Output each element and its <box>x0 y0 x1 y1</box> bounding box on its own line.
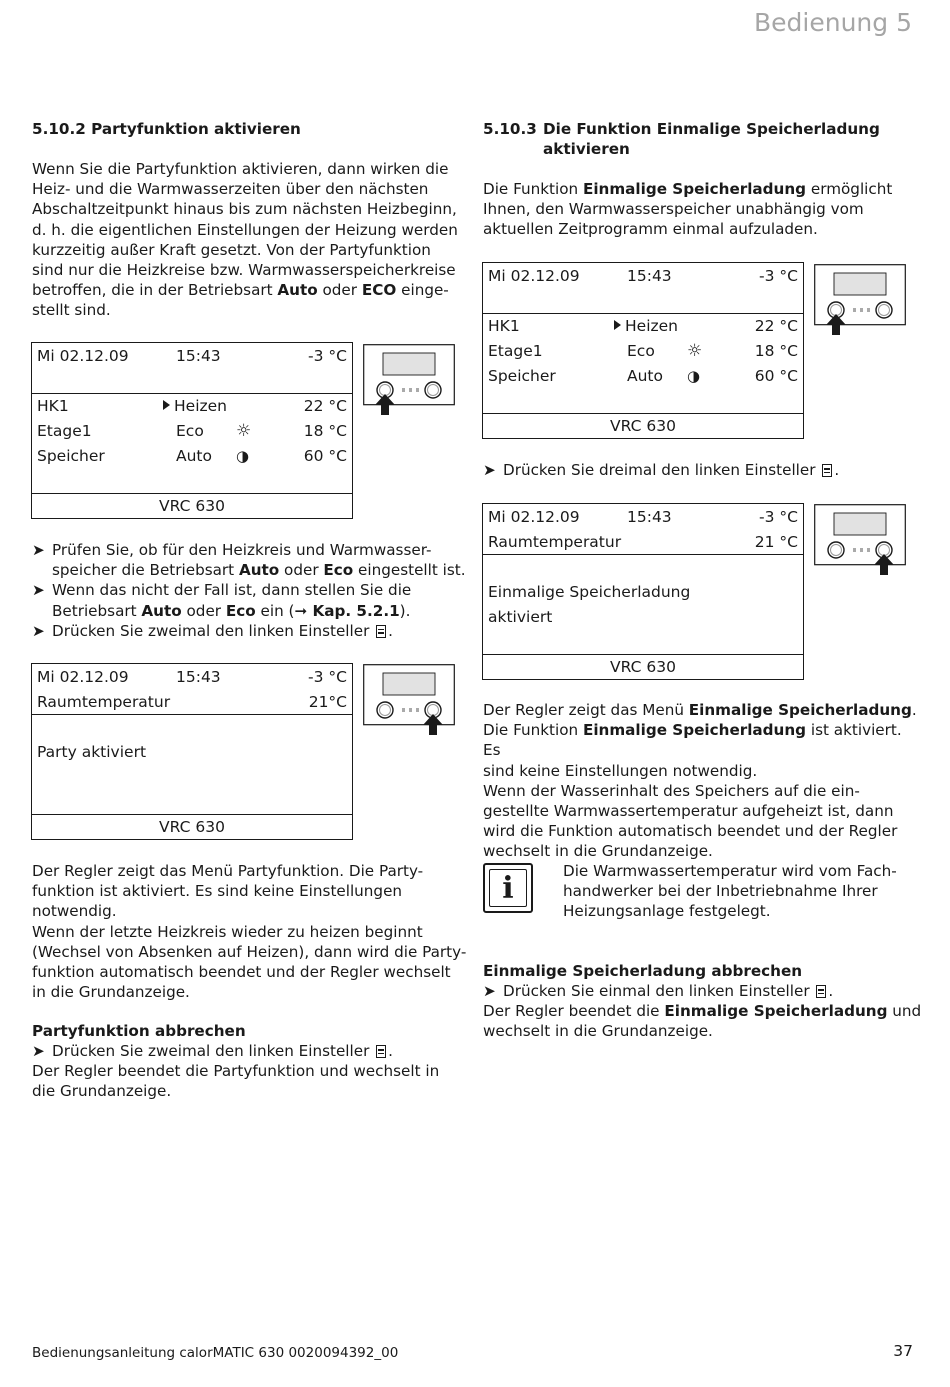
menu-button-icon <box>376 1045 386 1058</box>
lcd-outside-temp: -3 °C <box>308 347 347 365</box>
lcd-message: aktiviert <box>488 608 553 626</box>
text-line: Wenn Sie die Partyfunktion aktivieren, dann wirken die <box>32 160 449 178</box>
speicher-cancel-title: Einmalige Speicherladung abbrechen <box>483 962 803 980</box>
menu-button-icon <box>816 985 826 998</box>
lcd-outside-temp: -3 °C <box>759 508 798 526</box>
arrow-icon: ➤ <box>32 541 45 559</box>
lcd-message: Party aktiviert <box>37 743 147 761</box>
lcd-room-label: Raumtemperatur <box>488 533 622 551</box>
arrow-icon: ➤ <box>32 1042 45 1060</box>
arrow-icon: ➤ <box>483 982 496 1000</box>
party-result-text: Der Regler zeigt das Menü Partyfunktion. Die Party- funktion ist aktiviert. Es sind keine Einstellungen notwendig. Wenn der letzte Heizkreis wieder zu heizen beginnt (Wechsel von Absenken auf Heizen), dann wird die Party- funktion automatisch beendet und der Regler wechselt in die Grundanzeige. <box>32 862 467 1002</box>
info-icon: i <box>483 863 533 913</box>
cursor-triangle-icon <box>163 400 170 410</box>
step-item: ➤ Drücken Sie zweimal den linken Einsteller . <box>32 621 393 640</box>
lcd-model-label: VRC 630 <box>32 493 352 518</box>
lcd-outside-temp: -3 °C <box>759 267 798 285</box>
party-intro <box>32 159 472 321</box>
sun-icon: ☼ <box>236 421 252 441</box>
step-item: ➤ Wenn das nicht der Fall ist, dann stellen Sie die Betriebsart Auto oder Eco ein (➞ Kap. 5.2.1). <box>32 581 412 620</box>
step-item: ➤ Drücken Sie einmal den linken Einsteller . <box>483 982 834 1000</box>
lcd-row: HK1 Heizen 22 °C <box>37 397 347 415</box>
lcd-room-temp: 21°C <box>308 693 347 711</box>
step-item: ➤ Drücken Sie zweimal den linken Einsteller . <box>32 1042 393 1060</box>
lcd-time: 15:43 <box>627 267 672 285</box>
lcd-room-temp: 21 °C <box>754 533 798 551</box>
text-line: d. h. die eigentlichen Einstellungen der Heizung werden <box>32 220 458 239</box>
cursor-triangle-icon <box>614 320 621 330</box>
speicher-cancel-text: ➤ Drücken Sie einmal den linken Einsteller . Der Regler beendet die Einmalige Speicherladung und wechselt in die Grundanzeige. <box>483 982 922 1041</box>
lcd-time: 15:43 <box>176 347 221 365</box>
lcd-row: Speicher Auto ◑ 60 °C <box>37 447 347 465</box>
step-item: ➤ Prüfen Sie, ob für den Heizkreis und Warmwasser- speicher die Betriebsart Auto oder Eco eingestellt ist. <box>32 541 466 580</box>
lcd-time: 15:43 <box>627 508 672 526</box>
lcd-display-speicher <box>482 503 804 680</box>
lcd-time: 15:43 <box>176 668 221 686</box>
lcd-row: HK1 Heizen 22 °C <box>488 317 798 335</box>
info-note: Die Warmwassertemperatur wird vom Fach- handwerker bei der Inbetriebnahme Ihrer Heizungsanlage festgelegt. <box>563 862 897 921</box>
arrow-icon: ➤ <box>32 621 45 640</box>
lcd-row: Speicher Auto ◑ 60 °C <box>488 367 798 385</box>
text-line: sind nur die Heizkreise bzw. Warmwasserspeicherkreise <box>32 261 456 280</box>
half-moon-icon: ◑ <box>236 447 250 465</box>
party-steps <box>32 540 472 641</box>
speicher-result-text: Der Regler zeigt das Menü Einmalige Speicherladung. Die Funktion Einmalige Speicherladung ist aktiviert. Es sind keine Einstellungen notwendig. Wenn der Wasserinhalt des Speichers auf die ein- gestellte Warmwassertemperatur aufgeheizt ist, dann wird die Funktion automatisch beendet und der Regler wechselt in die Grundanzeige. <box>483 701 917 861</box>
menu-button-icon <box>822 464 832 477</box>
controller-device-left-knob-icon <box>363 344 455 416</box>
controller-device-right-knob-icon <box>814 504 906 576</box>
section-title-speicher: Die Funktion Einmalige Speicherladung aktivieren <box>543 120 880 159</box>
text-line: stellt sind. <box>32 301 111 320</box>
text-line: kurzzeitig außer Kraft gesetzt. Von der Partyfunktion <box>32 240 431 259</box>
speicher-step <box>483 460 923 480</box>
chapter-reference-link[interactable]: ➞ Kap. 5.2.1 <box>294 601 400 620</box>
arrow-icon: ➤ <box>32 581 45 600</box>
controller-device-left-knob-icon <box>814 264 906 336</box>
controller-device-right-knob-icon <box>363 664 455 736</box>
lcd-room-label: Raumtemperatur <box>37 693 171 711</box>
section-title-party: 5.10.2 Partyfunktion aktivieren <box>32 120 301 138</box>
chapter-header: Bedienung 5 <box>754 8 912 37</box>
sun-icon: ☼ <box>687 341 703 361</box>
lcd-outside-temp: -3 °C <box>308 668 347 686</box>
section-number-speicher: 5.10.3 <box>483 120 537 138</box>
step-item: ➤ Drücken Sie dreimal den linken Einsteller . <box>483 461 840 479</box>
menu-button-icon <box>376 625 386 638</box>
arrow-icon: ➤ <box>483 461 496 479</box>
page-number: 37 <box>893 1342 913 1360</box>
lcd-date: Mi 02.12.09 <box>488 508 580 526</box>
text-line: Heiz- und die Warmwasserzeiten über den nächsten <box>32 180 429 199</box>
text-line: betroffen, die in der Betriebsart Auto oder ECO einge- <box>32 281 449 300</box>
text-line: Abschaltzeitpunkt hinaus bis zum nächsten Heizbeginn, <box>32 200 457 219</box>
lcd-message: Einmalige Speicherladung <box>488 583 691 601</box>
lcd-model-label: VRC 630 <box>483 413 803 438</box>
lcd-row: Etage1 Eco ☼ 18 °C <box>37 421 347 441</box>
lcd-display-main-right <box>482 262 804 439</box>
lcd-model-label: VRC 630 <box>32 814 352 839</box>
lcd-date: Mi 02.12.09 <box>488 267 580 285</box>
party-cancel-title: Partyfunktion abbrechen <box>32 1022 246 1040</box>
lcd-model-label: VRC 630 <box>483 654 803 679</box>
party-cancel-text: ➤ Drücken Sie zweimal den linken Einsteller . Der Regler beendet die Partyfunktion und wechselt in die Grundanzeige. <box>32 1041 472 1102</box>
half-moon-icon: ◑ <box>687 367 701 385</box>
lcd-date: Mi 02.12.09 <box>37 347 129 365</box>
lcd-display-main <box>31 342 353 519</box>
speicher-intro: Die Funktion Einmalige Speicherladung ermöglicht Ihnen, den Warmwasserspeicher unabhängig vom aktuellen Zeitprogramm einmal aufzuladen. <box>483 180 893 239</box>
lcd-display-party <box>31 663 353 840</box>
lcd-row: Etage1 Eco ☼ 18 °C <box>488 341 798 361</box>
document-footer: Bedienungsanleitung calorMATIC 630 0020094392_00 <box>32 1345 399 1361</box>
lcd-date: Mi 02.12.09 <box>37 668 129 686</box>
